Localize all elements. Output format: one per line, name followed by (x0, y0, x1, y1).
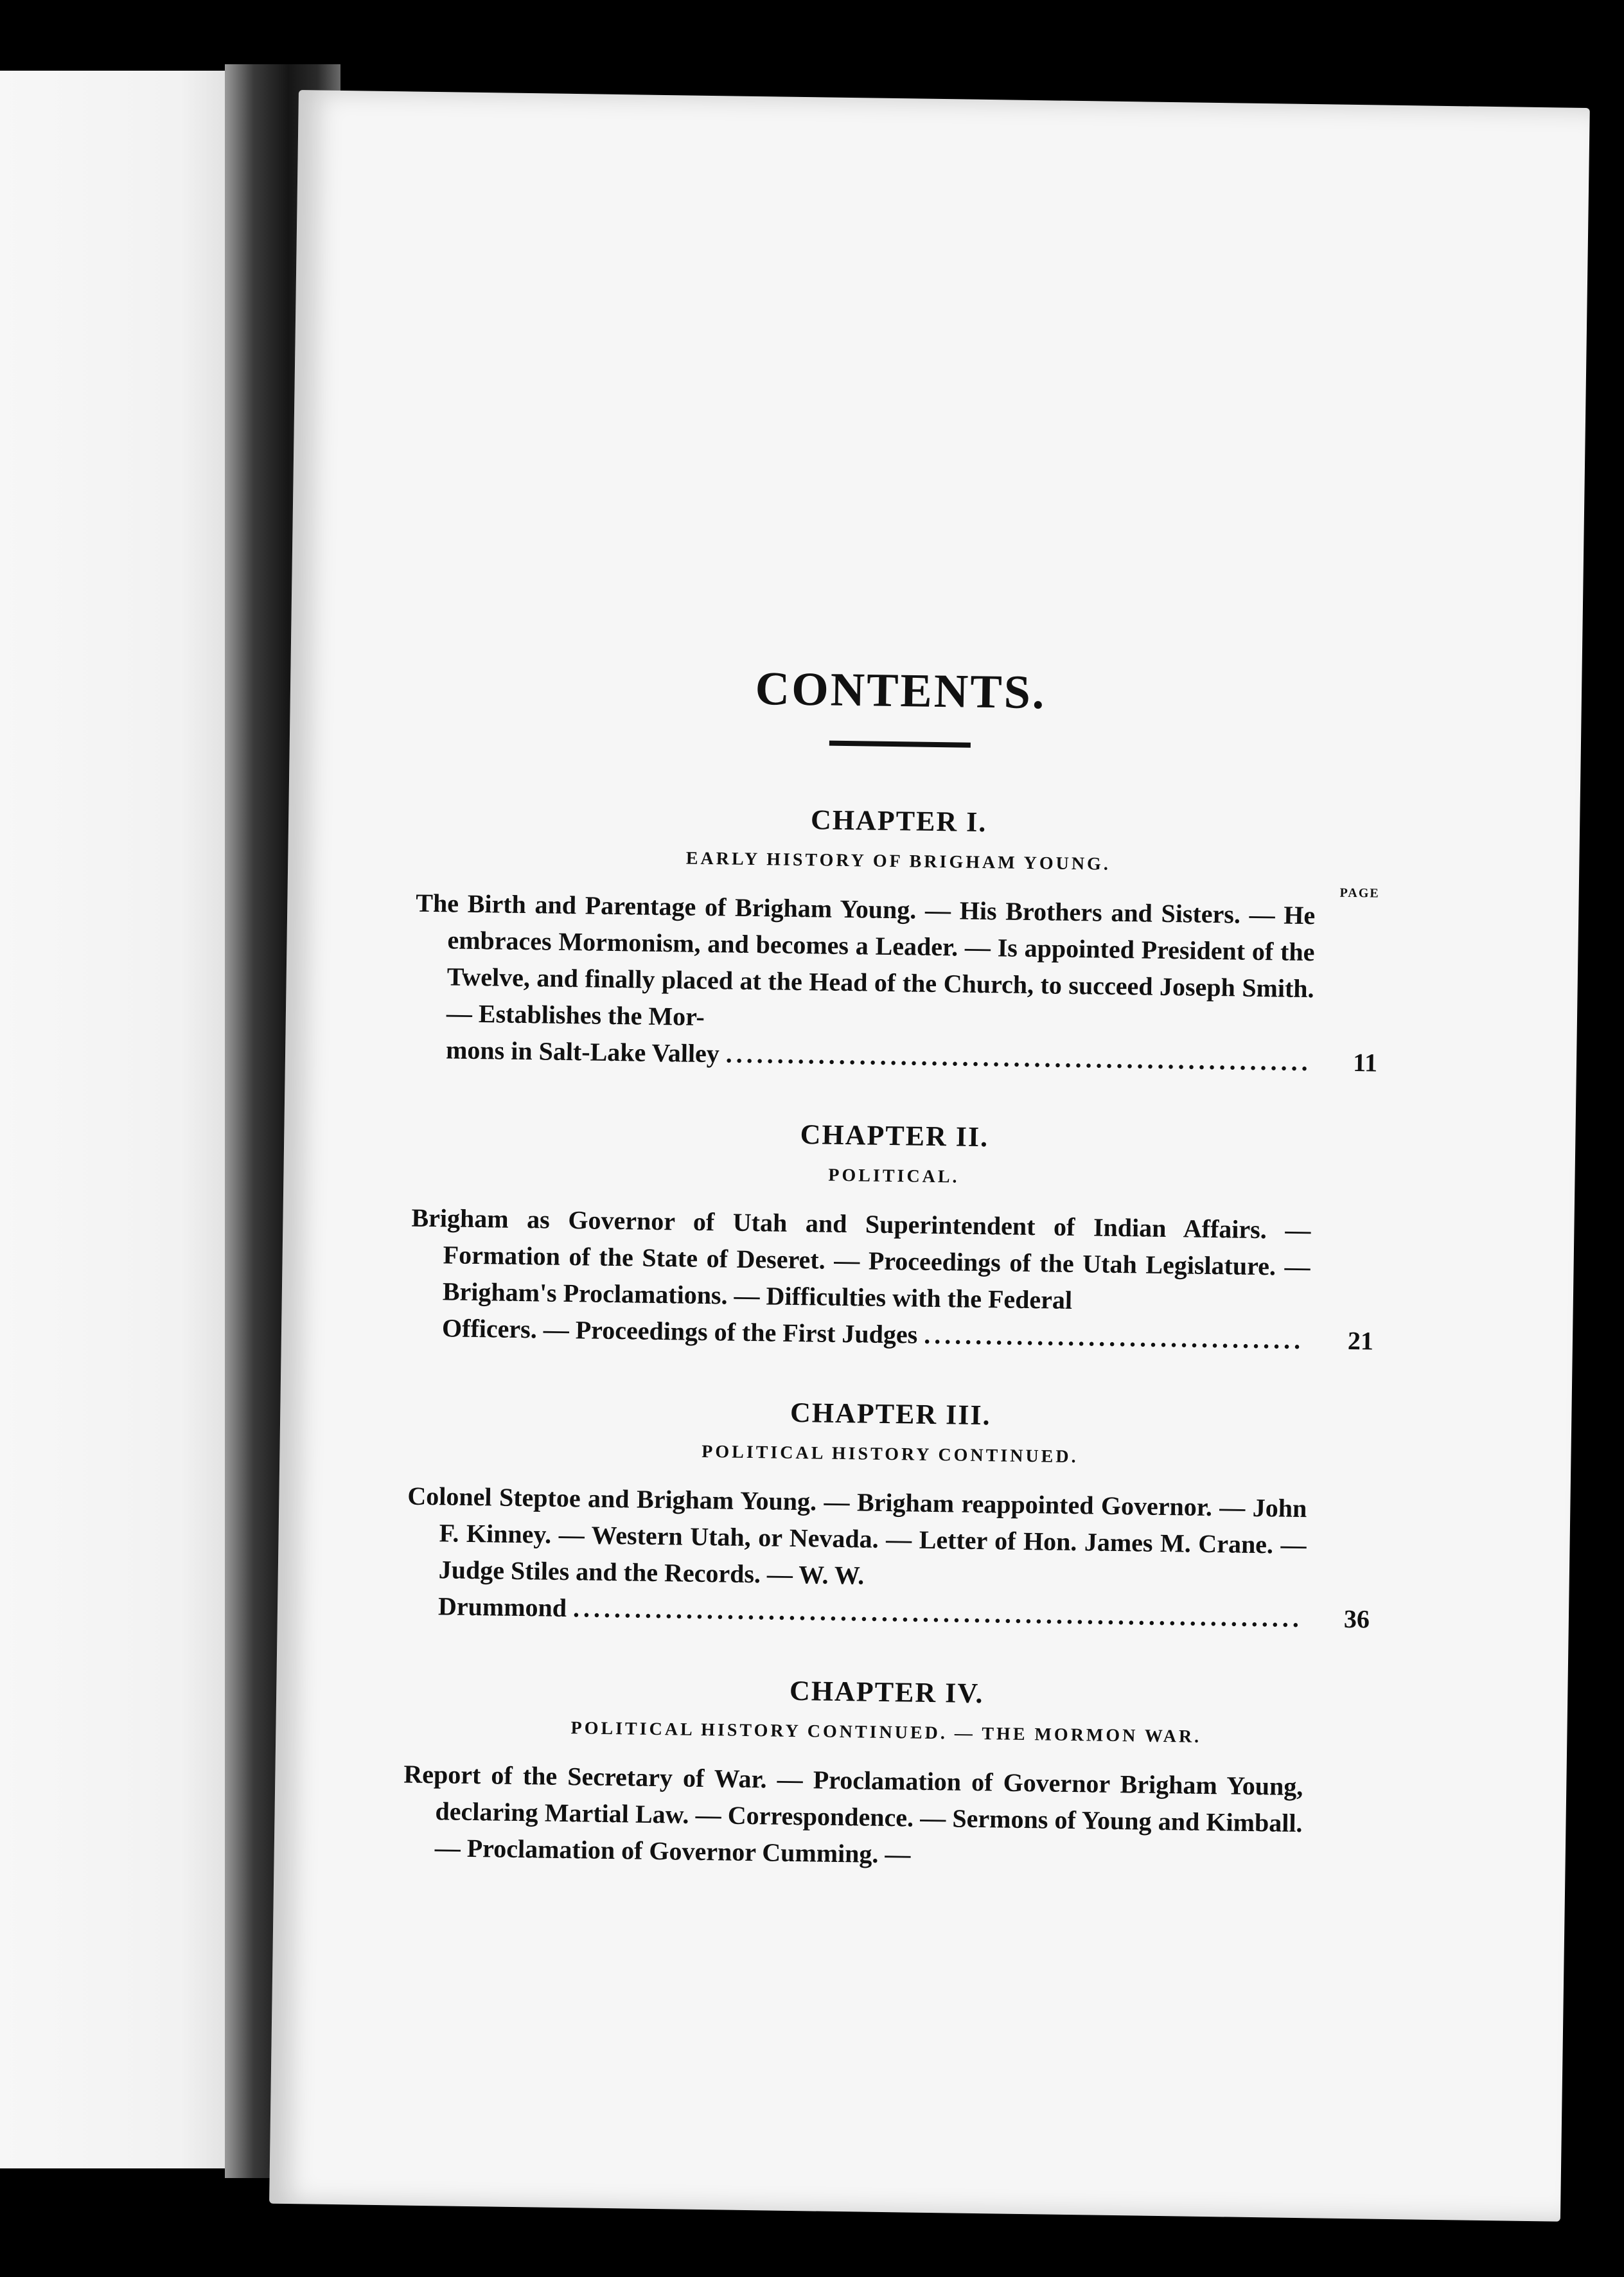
title-rule (829, 741, 971, 748)
chapter-entry (402, 1756, 1367, 1879)
chapter-heading: CHAPTER IV. (789, 1674, 984, 1710)
chapter-subtitle: POLITICAL. (828, 1165, 960, 1187)
chapter-subtitle: POLITICAL HISTORY CONTINUED. — THE MORMON WAR. (570, 1718, 1202, 1747)
chapter-heading: CHAPTER I. (810, 804, 987, 838)
contents-body (402, 657, 1382, 1924)
last-line-text: Drummond (437, 1591, 567, 1623)
last-line-text: mons in Salt-Lake Valley (445, 1035, 720, 1068)
page-title: CONTENTS. (755, 662, 1046, 720)
chapter-subtitle: EARLY HISTORY OF BRIGHAM YOUNG. (685, 848, 1111, 874)
chapter-summary: Brigham as Governor of Utah and Superintendent of Indian Affairs. — Formation of the State of Deseret. — Proceedings of the Utah Legislature. — Brigham's Proclamations. — Difficulties with the Federal (411, 1203, 1311, 1315)
page-number: 21 (1347, 1325, 1374, 1356)
chapter-summary: Colonel Steptoe and Brigham Young. — Brigham reappointed Governor. — John F. Kinney. — Western Utah, or Nevada. — Letter of Hon. James M. Crane. — Judge Stiles and the Records. — W. W. (407, 1481, 1307, 1590)
chapter-heading: CHAPTER III. (790, 1396, 991, 1431)
dot-leaders (725, 1035, 1307, 1080)
chapter-2 (410, 1113, 1377, 1360)
chapter-1 (414, 798, 1381, 1081)
chapter-entry (410, 1200, 1375, 1360)
page-number: 11 (1352, 1048, 1378, 1077)
page-number: 36 (1343, 1604, 1370, 1634)
chapter-entry (406, 1478, 1372, 1638)
last-line-text: Officers. — Proceedings of the First Judges (441, 1313, 918, 1349)
chapter-subtitle: POLITICAL HISTORY CONTINUED. (702, 1441, 1079, 1467)
chapter-summary: Report of the Secretary of War. — Proclamation of Governor Brigham Young, declaring Martial Law. — Correspondence. — Sermons of Young and Kimball. — Proclamation of Governor Cumming. — (403, 1759, 1303, 1869)
contents-page (269, 90, 1590, 2222)
dot-leaders (924, 1316, 1303, 1358)
left-page-edge (0, 71, 257, 2168)
chapter-3 (406, 1391, 1373, 1638)
chapter-heading: CHAPTER II. (800, 1119, 989, 1153)
chapter-4 (402, 1669, 1368, 1879)
page-column-label: PAGE (1339, 885, 1380, 901)
chapter-summary: The Birth and Parentage of Brigham Young. — His Brothers and Sisters. — He embraces Mormonism, and becomes a Leader. — Is appointed President of the Twelve, and finally placed at the Head of the Church, to succeed Joseph Smith. — Establishes the Mor- (416, 888, 1316, 1031)
chapter-entry (414, 885, 1380, 1081)
